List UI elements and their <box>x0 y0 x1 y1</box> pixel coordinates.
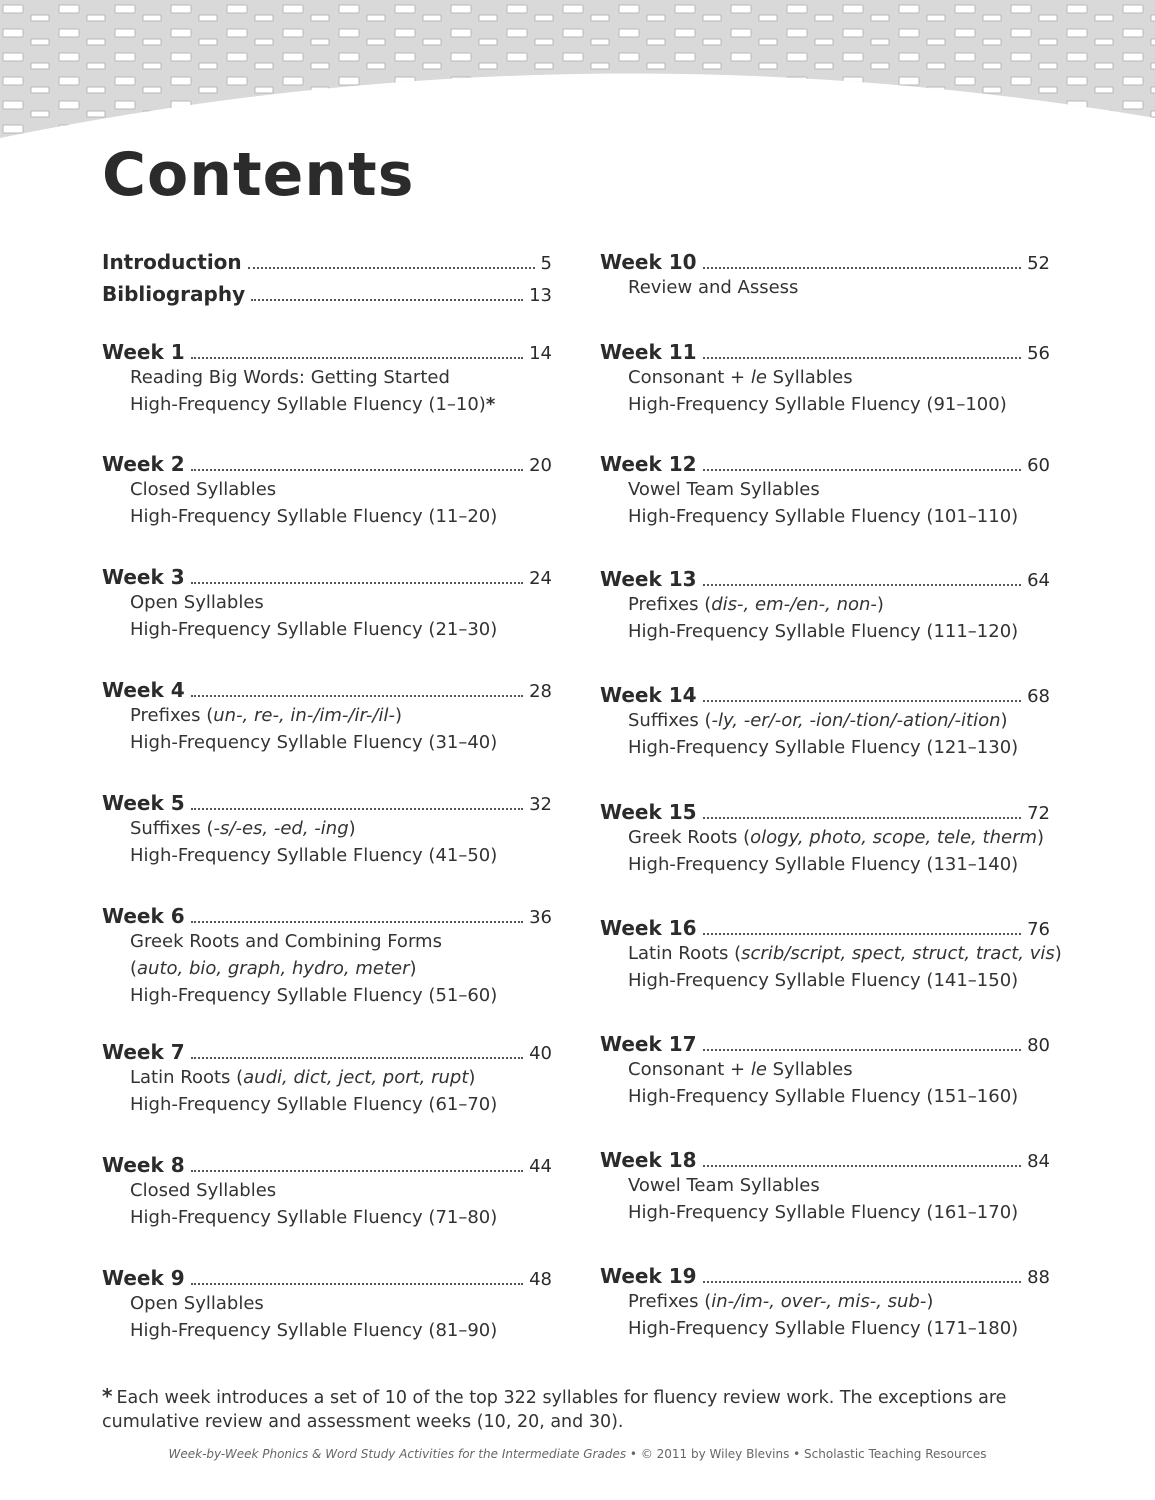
toc-entry-label: Week 4 <box>102 678 185 702</box>
toc-entry <box>102 904 552 1009</box>
dot-leader <box>703 1048 1022 1051</box>
dot-leader <box>703 356 1022 359</box>
toc-entry <box>102 250 552 274</box>
toc-entry-page-number: 32 <box>529 794 552 815</box>
toc-entry-description: Latin Roots (audi, dict, ject, port, rupt) <box>130 1067 476 1088</box>
toc-entry-description: High-Frequency Syllable Fluency (121–130) <box>628 737 1019 758</box>
toc-entry-label: Week 10 <box>600 250 697 274</box>
toc-entry-heading <box>102 678 552 702</box>
toc-entry <box>102 1266 552 1344</box>
toc-entry-heading <box>600 916 1050 940</box>
footnote <box>102 1384 1062 1434</box>
toc-entry-description: Vowel Team Syllables <box>628 1175 820 1196</box>
toc-entry-description: Closed Syllables <box>130 479 277 500</box>
toc-entry-page-number: 24 <box>529 568 552 589</box>
toc-entry-description: (auto, bio, graph, hydro, meter) <box>130 958 417 979</box>
dot-leader <box>191 694 523 697</box>
dot-leader <box>191 356 523 359</box>
toc-entry <box>600 683 1050 761</box>
toc-entry-page-number: 40 <box>529 1043 552 1064</box>
toc-entry-heading <box>600 340 1050 364</box>
toc-entry-label: Week 7 <box>102 1040 185 1064</box>
toc-entry-heading <box>600 1264 1050 1288</box>
toc-entry-label: Introduction <box>102 250 242 274</box>
toc-entry-heading <box>102 904 552 928</box>
toc-entry-label: Week 8 <box>102 1153 185 1177</box>
toc-entry <box>600 1148 1050 1226</box>
toc-entry-description: High-Frequency Syllable Fluency (31–40) <box>130 732 498 753</box>
toc-entry-description: High-Frequency Syllable Fluency (141–150) <box>628 970 1019 991</box>
toc-entry-page-number: 56 <box>1027 343 1050 364</box>
toc-entry <box>102 1153 552 1231</box>
toc-entry-heading <box>102 791 552 815</box>
toc-entry-description: High-Frequency Syllable Fluency (11–20) <box>130 506 498 527</box>
dot-leader <box>703 699 1022 702</box>
toc-entry <box>600 340 1050 418</box>
toc-entry-page-number: 76 <box>1027 919 1050 940</box>
dot-leader <box>703 1164 1022 1167</box>
toc-entry <box>102 1040 552 1118</box>
toc-entry <box>600 1264 1050 1342</box>
toc-entry-heading <box>600 1032 1050 1056</box>
dot-leader <box>191 1056 523 1059</box>
toc-entry-description: Latin Roots (scrib/script, spect, struct, tract, vis) <box>628 943 1062 964</box>
toc-entry-heading <box>600 1148 1050 1172</box>
toc-entry <box>102 791 552 869</box>
toc-entry <box>600 250 1050 301</box>
toc-entry-page-number: 88 <box>1027 1267 1050 1288</box>
toc-entry-label: Week 2 <box>102 452 185 476</box>
toc-entry-description: Consonant + le Syllables <box>628 1059 853 1080</box>
toc-entry-heading <box>600 452 1050 476</box>
toc-entry-page-number: 64 <box>1027 570 1050 591</box>
toc-entry-heading <box>102 1040 552 1064</box>
toc-entry-label: Week 13 <box>600 567 697 591</box>
dot-leader <box>191 1169 523 1172</box>
toc-entry <box>600 452 1050 530</box>
footer-credit: • © 2011 by Wiley Blevins • Scholastic Teaching Resources <box>626 1447 987 1461</box>
toc-entry-page-number: 72 <box>1027 803 1050 824</box>
toc-entry-page-number: 14 <box>529 343 552 364</box>
dot-leader <box>191 581 523 584</box>
toc-entry-heading <box>600 567 1050 591</box>
dot-leader <box>703 1280 1022 1283</box>
toc-entry-label: Week 9 <box>102 1266 185 1290</box>
toc-entry-page-number: 60 <box>1027 455 1050 476</box>
toc-entry-description: High-Frequency Syllable Fluency (71–80) <box>130 1207 498 1228</box>
toc-entry-heading <box>102 1153 552 1177</box>
footnote-text: Each week introduces a set of 10 of the top 322 syllables for fluency review work. The exceptions are cumulative review and assessment weeks (10, 20, and 30). <box>102 1388 1007 1432</box>
toc-entry-label: Week 19 <box>600 1264 697 1288</box>
toc-entry-heading <box>102 565 552 589</box>
toc-entry <box>102 282 552 306</box>
dot-leader <box>191 807 523 810</box>
toc-entry-heading <box>600 800 1050 824</box>
toc-entry-description: Greek Roots and Combining Forms <box>130 931 442 952</box>
page-footer <box>0 1447 1155 1461</box>
toc-entry-description: Reading Big Words: Getting Started <box>130 367 450 388</box>
toc-entry-label: Week 17 <box>600 1032 697 1056</box>
toc-entry-description: High-Frequency Syllable Fluency (91–100) <box>628 394 1007 415</box>
toc-entry-page-number: 84 <box>1027 1151 1050 1172</box>
toc-entry-description: High-Frequency Syllable Fluency (111–120) <box>628 621 1019 642</box>
toc-entry-description: High-Frequency Syllable Fluency (61–70) <box>130 1094 498 1115</box>
toc-entry-page-number: 52 <box>1027 253 1050 274</box>
toc-entry-description: Prefixes (dis-, em-/en-, non-) <box>628 594 884 615</box>
toc-entry-label: Week 12 <box>600 452 697 476</box>
toc-entry-label: Week 1 <box>102 340 185 364</box>
dot-leader <box>191 1282 523 1285</box>
toc-entry <box>600 800 1050 878</box>
dot-leader <box>191 920 523 923</box>
toc-entry-label: Week 3 <box>102 565 185 589</box>
footer-book-title: Week-by-Week Phonics & Word Study Activities for the Intermediate Grades <box>168 1447 627 1461</box>
toc-entry-description: Open Syllables <box>130 592 264 613</box>
toc-entry-description: Suffixes (-s/-es, -ed, -ing) <box>130 818 356 839</box>
toc-entry-description: High-Frequency Syllable Fluency (21–30) <box>130 619 498 640</box>
toc-entry-label: Week 18 <box>600 1148 697 1172</box>
dot-leader <box>703 816 1022 819</box>
toc-entry-heading <box>102 282 552 306</box>
toc-entry-page-number: 5 <box>540 253 552 274</box>
dot-leader <box>251 298 523 301</box>
toc-entry-description: High-Frequency Syllable Fluency (161–170) <box>628 1202 1019 1223</box>
toc-entry-description: Prefixes (un-, re-, in-/im-/ir-/il-) <box>130 705 402 726</box>
toc-entry <box>600 1032 1050 1110</box>
toc-entry-description: High-Frequency Syllable Fluency (41–50) <box>130 845 498 866</box>
toc-entry <box>102 678 552 756</box>
toc-entry-description: Suffixes (-ly, -er/-or, -ion/-tion/-ation/-ition) <box>628 710 1008 731</box>
toc-entry-label: Week 15 <box>600 800 697 824</box>
toc-entry-page-number: 44 <box>529 1156 552 1177</box>
decorative-banner <box>0 0 1155 150</box>
toc-entry-heading <box>600 250 1050 274</box>
dot-leader <box>248 266 535 269</box>
toc-entry-description: Consonant + le Syllables <box>628 367 853 388</box>
toc-entry-description: High-Frequency Syllable Fluency (51–60) <box>130 985 498 1006</box>
toc-entry <box>102 452 552 530</box>
toc-entry-page-number: 48 <box>529 1269 552 1290</box>
dot-leader <box>703 932 1022 935</box>
toc-entry <box>600 916 1062 994</box>
toc-entry-label: Week 16 <box>600 916 697 940</box>
toc-entry-page-number: 28 <box>529 681 552 702</box>
toc-entry-label: Bibliography <box>102 282 246 306</box>
toc-entry-description: Greek Roots (ology, photo, scope, tele, therm) <box>628 827 1045 848</box>
toc-entry-description: Prefixes (in-/im-, over-, mis-, sub-) <box>628 1291 934 1312</box>
toc-entry-heading <box>102 1266 552 1290</box>
toc-entry-label: Week 5 <box>102 791 185 815</box>
dot-leader <box>703 468 1022 471</box>
toc-entry-page-number: 36 <box>529 907 552 928</box>
dot-leader <box>703 583 1022 586</box>
toc-entry-heading <box>102 452 552 476</box>
toc-entry-label: Week 6 <box>102 904 185 928</box>
toc-entry-description: Review and Assess <box>628 277 799 298</box>
toc-entry <box>102 340 552 418</box>
toc-entry-page-number: 80 <box>1027 1035 1050 1056</box>
toc-entry-description: High-Frequency Syllable Fluency (171–180) <box>628 1318 1019 1339</box>
dot-leader <box>703 266 1022 269</box>
toc-entry-description: High-Frequency Syllable Fluency (101–110) <box>628 506 1019 527</box>
toc-entry-description: Closed Syllables <box>130 1180 277 1201</box>
toc-entry <box>102 565 552 643</box>
toc-entry-heading <box>102 340 552 364</box>
dot-leader <box>191 468 523 471</box>
toc-entry-description: High-Frequency Syllable Fluency (1–10)* <box>130 394 496 415</box>
toc-entry-description: High-Frequency Syllable Fluency (151–160) <box>628 1086 1019 1107</box>
footnote-marker: * <box>102 1384 113 1408</box>
toc-entry-description: High-Frequency Syllable Fluency (131–140) <box>628 854 1019 875</box>
toc-entry-description: Open Syllables <box>130 1293 264 1314</box>
toc-entry <box>600 567 1050 645</box>
toc-entry-page-number: 13 <box>529 285 552 306</box>
toc-entry-page-number: 20 <box>529 455 552 476</box>
toc-entry-label: Week 11 <box>600 340 697 364</box>
toc-entry-heading <box>600 683 1050 707</box>
page-title: Contents <box>102 140 415 210</box>
toc-entry-label: Week 14 <box>600 683 697 707</box>
toc-entry-description: Vowel Team Syllables <box>628 479 820 500</box>
toc-entry-page-number: 68 <box>1027 686 1050 707</box>
toc-entry-description: High-Frequency Syllable Fluency (81–90) <box>130 1320 498 1341</box>
toc-entry-heading <box>102 250 552 274</box>
